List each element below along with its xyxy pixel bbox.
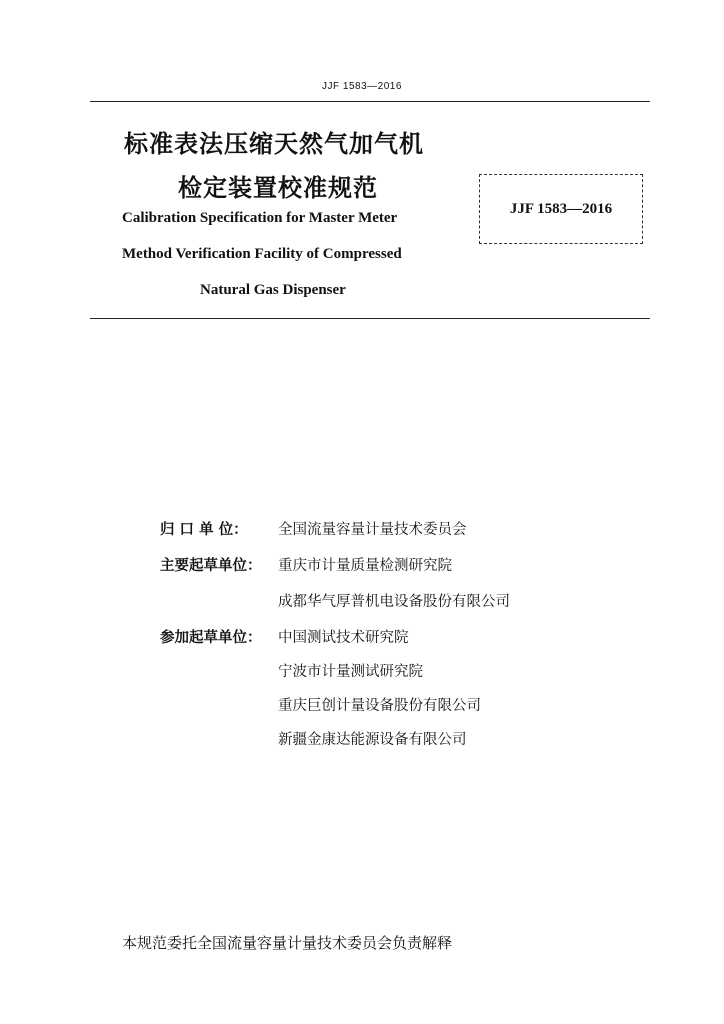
org-label-main-drafting: 主要起草单位： bbox=[160, 558, 262, 574]
org-row-responsible bbox=[160, 518, 467, 539]
org-value: 成都华气厚普机电设备股份有限公司 bbox=[278, 594, 510, 610]
org-value: 全国流量容量计量技术委员会 bbox=[278, 522, 467, 538]
org-value: 重庆巨创计量设备股份有限公司 bbox=[278, 698, 481, 714]
header-standard-code: JJF 1583—2016 bbox=[322, 81, 402, 92]
org-label-responsible: 归 口 单 位： bbox=[160, 522, 248, 538]
standard-code-box bbox=[479, 174, 643, 244]
title-bottom-rule bbox=[90, 318, 650, 319]
org-row-main-drafting bbox=[160, 554, 452, 575]
org-label-participating: 参加起草单位： bbox=[160, 630, 262, 646]
title-zh-line2: 检定装置校准规范 bbox=[178, 174, 378, 202]
org-value: 新疆金康达能源设备有限公司 bbox=[278, 732, 467, 748]
org-value: 重庆市计量质量检测研究院 bbox=[278, 558, 452, 574]
title-en-line2: Method Verification Facility of Compressed bbox=[122, 246, 402, 262]
header-rule bbox=[90, 101, 650, 102]
org-value: 宁波市计量测试研究院 bbox=[278, 664, 423, 680]
org-value: 中国测试技术研究院 bbox=[278, 630, 409, 646]
title-en-line3: Natural Gas Dispenser bbox=[200, 282, 346, 298]
title-en-line1: Calibration Specification for Master Meter bbox=[122, 210, 398, 226]
org-row-participating bbox=[160, 626, 409, 647]
title-zh-line1: 标准表法压缩天然气加气机 bbox=[124, 130, 424, 158]
footer-interpretation-note: 本规范委托全国流量容量计量技术委员会负责解释 bbox=[122, 934, 453, 952]
standard-code-text: JJF 1583—2016 bbox=[509, 200, 613, 217]
